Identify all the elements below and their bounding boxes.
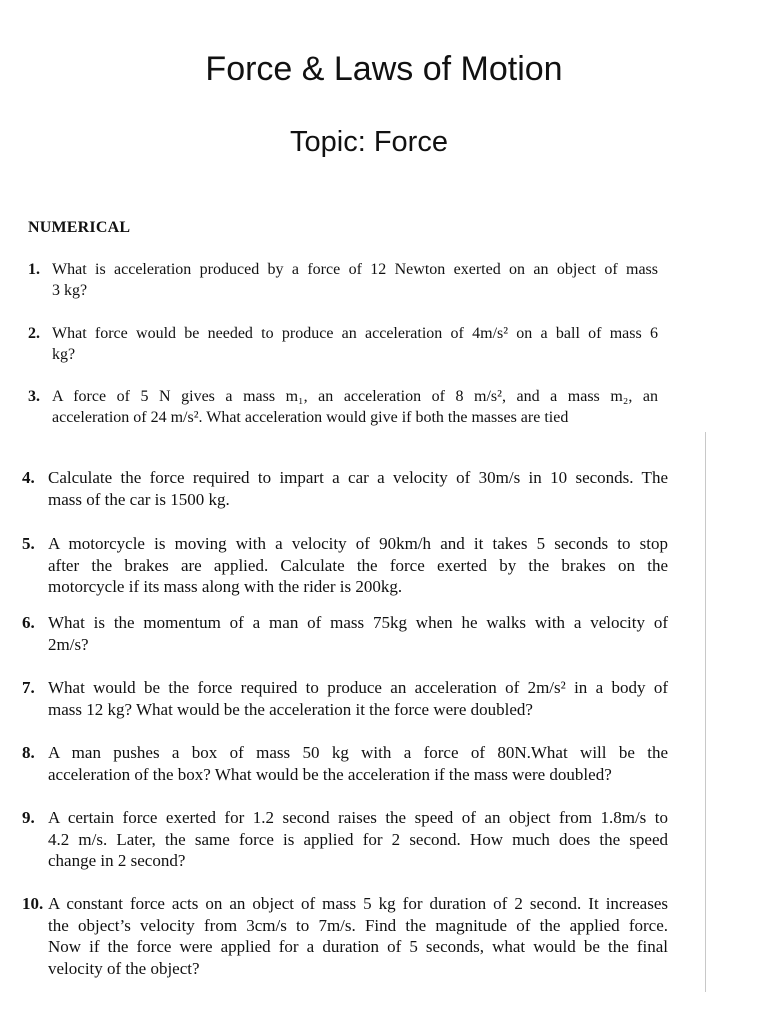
question-number: 6. (22, 613, 35, 632)
question-line: A force of 5 N gives a mass m₁, an acceleration of 8 m/s², and a mass m₂, an (52, 388, 658, 405)
question-line: mass of the car is 1500 kg. (48, 489, 230, 509)
question-9 (22, 807, 668, 872)
question-line: Now if the force were applied for a duration of 5 seconds, what would be the final (48, 937, 668, 956)
question-number: 1. (28, 261, 40, 278)
question-number: 8. (22, 743, 35, 762)
question-line: 2m/s? (48, 634, 89, 654)
question-1 (28, 259, 658, 301)
question-10 (22, 893, 668, 979)
topic-subtitle: Topic: Force (290, 126, 448, 158)
page-title: Force & Laws of Motion (205, 50, 563, 88)
question-line: acceleration of 24 m/s². What acceleration would give if both the masses are tied (52, 409, 569, 426)
question-line: What is acceleration produced by a force of 12 Newton exerted on an object of mass (52, 261, 658, 278)
question-line: A constant force acts on an object of mass 5 kg for duration of 2 second. It increases (48, 894, 668, 913)
page-edge-divider (705, 432, 706, 992)
question-line: What would be the force required to produce an acceleration of 2m/s² in a body of (48, 678, 668, 697)
question-number: 10. (22, 894, 44, 913)
question-line: motorcycle if its mass along with the rider is 200kg. (48, 577, 403, 596)
question-line: 4.2 m/s. Later, the same force is applied for 2 second. How much does the speed (48, 829, 668, 849)
question-line: change in 2 second? (48, 851, 186, 870)
question-number: 9. (22, 808, 35, 827)
question-number: 3. (28, 388, 40, 405)
question-3 (28, 386, 658, 428)
question-line: the object’s velocity from 3cm/s to 7m/s. Find the magnitude of the applied force. (48, 915, 668, 935)
question-number: 2. (28, 325, 40, 342)
question-5 (22, 533, 668, 598)
question-line: after the brakes are applied. Calculate the force exerted by the brakes on the (48, 555, 668, 575)
section-heading: NUMERICAL (28, 219, 131, 236)
question-line: What force would be needed to produce an acceleration of 4m/s² on a ball of mass 6 (52, 325, 658, 342)
question-line: A motorcycle is moving with a velocity of 90km/h and it takes 5 seconds to stop (48, 534, 668, 553)
question-number: 5. (22, 534, 35, 553)
question-number: 7. (22, 678, 35, 697)
question-number: 4. (22, 468, 35, 487)
question-line: A certain force exerted for 1.2 second raises the speed of an object from 1.8m/s to (48, 808, 668, 827)
question-line: 3 kg? (52, 282, 88, 299)
question-line: acceleration of the box? What would be the acceleration if the mass were doubled? (48, 764, 612, 784)
question-4 (22, 467, 668, 510)
question-line: mass 12 kg? What would be the acceleration it the force were doubled? (48, 699, 533, 719)
question-8 (22, 742, 668, 785)
question-7 (22, 677, 668, 720)
question-2 (28, 323, 658, 365)
question-6 (22, 612, 668, 655)
question-line: kg? (52, 346, 76, 363)
question-line: What is the momentum of a man of mass 75kg when he walks with a velocity of (48, 613, 668, 632)
question-line: A man pushes a box of mass 50 kg with a force of 80N.What will be the (48, 743, 668, 762)
question-line: Calculate the force required to impart a car a velocity of 30m/s in 10 seconds. The (48, 468, 668, 487)
question-line: velocity of the object? (48, 958, 200, 978)
